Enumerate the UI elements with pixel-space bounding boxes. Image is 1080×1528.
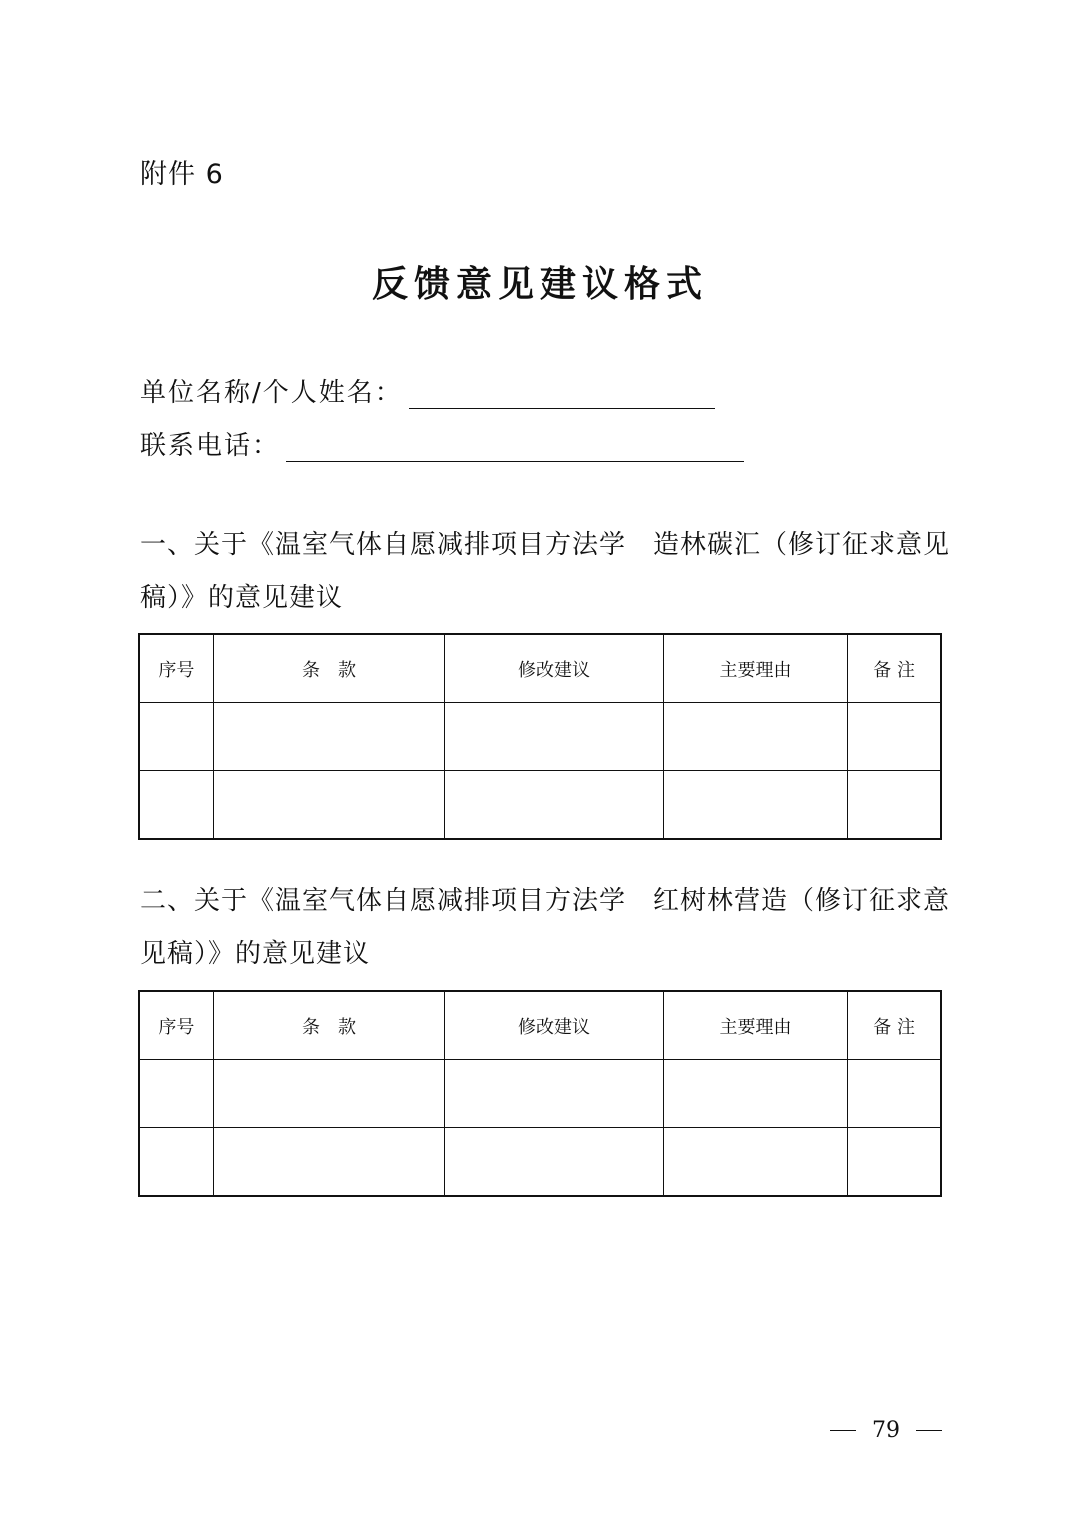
unit-name-blank-line[interactable] <box>409 382 715 409</box>
table-cell[interactable] <box>139 1128 213 1197</box>
table-cell[interactable] <box>139 1060 213 1128</box>
column-header-clause: 条 款 <box>213 991 445 1060</box>
attachment-label: 附件 6 <box>140 159 224 190</box>
table-cell[interactable] <box>445 1060 664 1128</box>
table-cell[interactable] <box>848 1128 941 1197</box>
phone-blank-line[interactable] <box>286 435 744 462</box>
column-header-reason: 主要理由 <box>663 991 847 1060</box>
table-row <box>139 1060 941 1128</box>
phone-field[interactable] <box>140 425 744 462</box>
page-number-dash-left <box>830 1430 856 1431</box>
column-header-clause: 条 款 <box>213 634 445 703</box>
table-cell[interactable] <box>663 1128 847 1197</box>
page-title: 反馈意见建议格式 <box>371 263 708 305</box>
table-cell[interactable] <box>445 771 664 840</box>
table-cell[interactable] <box>213 771 445 840</box>
table-cell[interactable] <box>848 771 941 840</box>
table-cell[interactable] <box>139 771 213 840</box>
section-2-heading: 二、关于《温室气体自愿减排项目方法学 红树林营造（修订征求意见稿）》的意见建议 <box>140 886 951 969</box>
table-header-row <box>139 991 941 1060</box>
section-1-heading: 一、关于《温室气体自愿减排项目方法学 造林碳汇（修订征求意见稿）》的意见建议 <box>140 530 951 613</box>
table-cell[interactable] <box>213 1128 445 1197</box>
column-header-remarks: 备 注 <box>848 634 941 703</box>
table-header-row <box>139 634 941 703</box>
table-cell[interactable] <box>445 1128 664 1197</box>
page-number-dash-right <box>916 1430 942 1431</box>
phone-label: 联系电话： <box>140 431 281 461</box>
column-header-remarks: 备 注 <box>848 991 941 1060</box>
table-cell[interactable] <box>848 1060 941 1128</box>
table-cell[interactable] <box>139 703 213 771</box>
column-header-suggestion: 修改建议 <box>445 991 664 1060</box>
table-row <box>139 1128 941 1197</box>
column-header-number: 序号 <box>139 991 213 1060</box>
page-number <box>830 1418 942 1443</box>
unit-name-field[interactable] <box>140 372 715 409</box>
table-cell[interactable] <box>663 703 847 771</box>
column-header-reason: 主要理由 <box>663 634 847 703</box>
table-cell[interactable] <box>445 703 664 771</box>
table-row <box>139 703 941 771</box>
page-number-value: 79 <box>872 1418 900 1443</box>
table-cell[interactable] <box>848 703 941 771</box>
table-cell[interactable] <box>213 703 445 771</box>
table-row <box>139 771 941 840</box>
section-1-feedback-table <box>138 633 942 840</box>
unit-name-label: 单位名称/个人姓名： <box>140 378 403 408</box>
table-cell[interactable] <box>663 771 847 840</box>
column-header-suggestion: 修改建议 <box>445 634 664 703</box>
column-header-number: 序号 <box>139 634 213 703</box>
table-cell[interactable] <box>213 1060 445 1128</box>
section-2-feedback-table <box>138 990 942 1197</box>
table-cell[interactable] <box>663 1060 847 1128</box>
